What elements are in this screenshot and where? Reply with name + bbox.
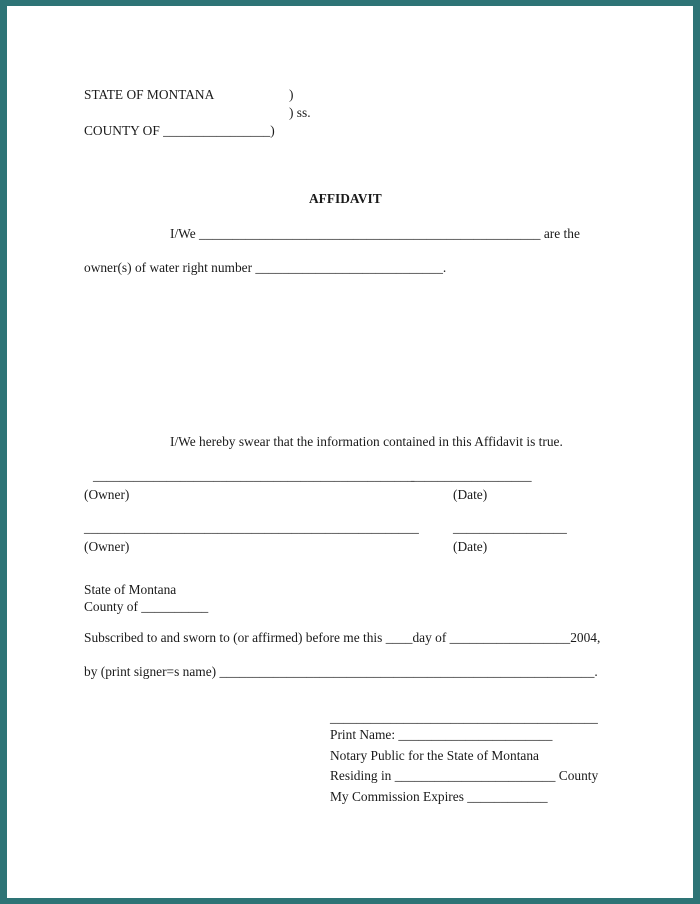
owner-name-line: I/We ___________________________________________________ are the	[170, 226, 580, 241]
state-of-montana-heading: STATE OF MONTANA	[84, 87, 215, 102]
owner-label-1: (Owner)	[84, 487, 130, 502]
date-line-1: __________________	[411, 468, 532, 483]
date-label-1: (Date)	[453, 487, 488, 502]
notary-public-title: Notary Public for the State of Montana	[330, 748, 539, 763]
date-line-2: _________________	[453, 520, 567, 535]
county-of-heading: COUNTY OF ________________)	[84, 123, 275, 138]
date-label-2: (Date)	[453, 539, 488, 554]
notary-residing-in: Residing in ________________________ County	[330, 768, 599, 783]
owner-signature-line-1: ________________________________________________	[93, 468, 415, 483]
caption-bracket: )	[289, 87, 294, 102]
affidavit-page	[7, 6, 693, 898]
notary-print-name: Print Name: _______________________	[330, 727, 553, 742]
notary-signature-line: ________________________________________	[330, 710, 598, 725]
sworn-statement: I/We hereby swear that the information contained in this Affidavit is true.	[170, 434, 563, 449]
notary-county: County of __________	[84, 599, 209, 614]
owner-label-2: (Owner)	[84, 539, 130, 554]
water-right-number-line: owner(s) of water right number ____________________________.	[84, 260, 447, 275]
notary-state: State of Montana	[84, 582, 177, 597]
caption-ss: ) ss.	[289, 105, 311, 120]
notary-commission-expires: My Commission Expires ____________	[330, 789, 548, 804]
subscribed-sworn-line: Subscribed to and sworn to (or affirmed) before me this ____day of __________________2004,	[84, 630, 601, 645]
owner-signature-line-2: __________________________________________________	[84, 520, 419, 535]
print-signer-name-line: by (print signer=s name) ________________________________________________________.	[84, 664, 598, 679]
document-title: AFFIDAVIT	[309, 191, 382, 206]
